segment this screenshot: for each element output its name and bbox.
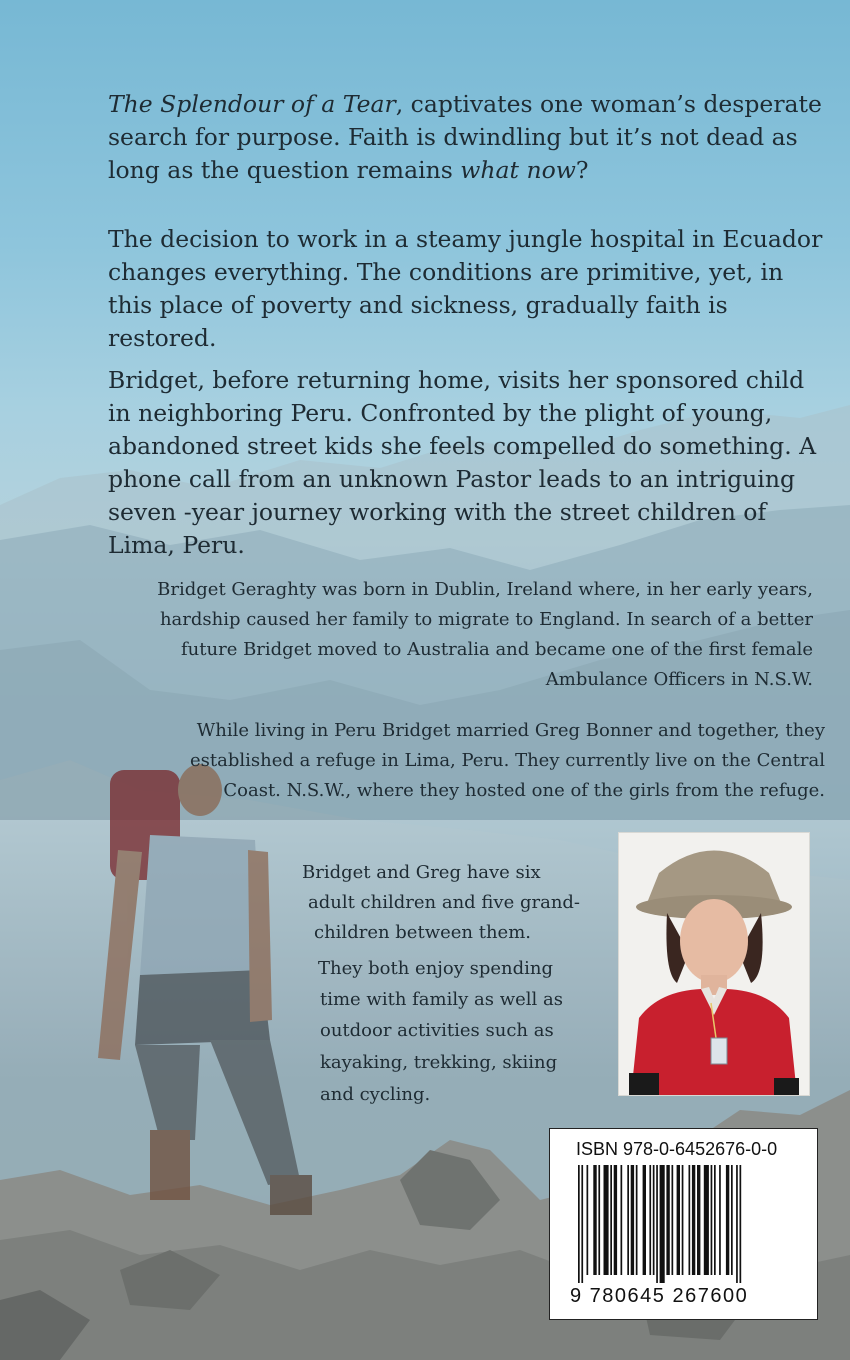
barcode-bar <box>677 1165 680 1275</box>
barcode-bar <box>697 1165 700 1275</box>
barcode-bar <box>643 1165 646 1275</box>
blurb-paragraph-1 <box>108 88 828 187</box>
barcode-bar <box>614 1165 617 1275</box>
barcode-bar <box>704 1165 709 1275</box>
barcode-digits: 9 780645 267600 <box>570 1285 749 1307</box>
barcode-icon <box>578 1165 790 1283</box>
author-bio-line: kayaking, trekking, skiing <box>320 1052 558 1073</box>
barcode-bar <box>649 1165 651 1275</box>
barcode-bar <box>731 1165 733 1275</box>
barcode-bar <box>598 1165 600 1275</box>
barcode-bar <box>672 1165 674 1275</box>
blurb-paragraph-3: Bridget, before returning home, visits her sponsored child in neighboring Peru. Confronted by the plight of young, abandoned street kids she feels compelled do something. A phone call from an unknown Pastor leads to an intriguing seven -year journey working with the street children of Lima, Peru. <box>108 366 817 559</box>
barcode-bar <box>736 1165 738 1283</box>
barcode-bar <box>682 1165 684 1275</box>
blurb-paragraph-1-end: ? <box>575 156 589 184</box>
barcode-bar <box>714 1165 716 1275</box>
barcode-bar <box>692 1165 695 1275</box>
author-portrait-icon <box>619 833 809 1095</box>
blurb-paragraph-1-text: , captivates one woman’s desperate search for purpose. Faith is dwindling but it’s not dead as long as the question remains <box>108 90 822 184</box>
author-bio-line: time with family as well as <box>320 989 563 1010</box>
barcode-bar <box>636 1165 638 1275</box>
barcode-bar <box>726 1165 729 1275</box>
author-bio-line: adult children and five grand- <box>308 892 581 913</box>
book-title: The Splendour of a Tear <box>108 90 396 118</box>
emphasis-what-now: what now <box>460 156 576 184</box>
blurb-paragraph-2: The decision to work in a steamy jungle hospital in Ecuador changes everything. The conditions are primitive, yet, in this place of poverty and sickness, gradually faith is restored. <box>108 225 823 352</box>
isbn-barcode <box>549 1128 818 1320</box>
barcode-bar <box>581 1165 583 1283</box>
author-bio-paragraph-1: Bridget Geraghty was born in Dublin, Ireland where, in her early years, hardship caused her family to migrate to England. In search of a better future Bridget moved to Australia and became one of the first female Ambulance Officers in N.S.W. <box>157 579 813 690</box>
barcode-bar <box>666 1165 669 1275</box>
isbn-label: ISBN 978-0-6452676-0-0 <box>576 1139 778 1159</box>
barcode-bar <box>653 1165 655 1275</box>
barcode-bar <box>660 1165 665 1283</box>
barcode-bar <box>656 1165 658 1283</box>
author-bio-paragraph-2: While living in Peru Bridget married Greg Bonner and together, they established a refuge in Lima, Peru. They currently live on the Central Coast. N.S.W., where they hosted one of the girls from the refuge. <box>189 720 825 801</box>
barcode-bar <box>740 1165 742 1283</box>
barcode-bar <box>587 1165 589 1275</box>
barcode-bar <box>604 1165 609 1275</box>
barcode-bar <box>631 1165 634 1275</box>
barcode-bar <box>719 1165 721 1275</box>
barcode-bar <box>610 1165 612 1275</box>
author-bio-line: Bridget and Greg have six <box>302 862 541 883</box>
barcode-bar <box>578 1165 580 1283</box>
barcode-bar <box>689 1165 691 1275</box>
barcode-bar <box>593 1165 596 1275</box>
barcode-bar <box>627 1165 629 1275</box>
author-bio-line: They both enjoy spending <box>318 958 554 979</box>
author-bio-line: outdoor activities such as <box>320 1020 554 1041</box>
barcode-bar <box>621 1165 623 1275</box>
author-bio-line: children between them. <box>314 922 531 943</box>
author-bio-line: and cycling. <box>320 1084 431 1105</box>
barcode-bar <box>711 1165 713 1275</box>
author-photo <box>618 832 810 1096</box>
